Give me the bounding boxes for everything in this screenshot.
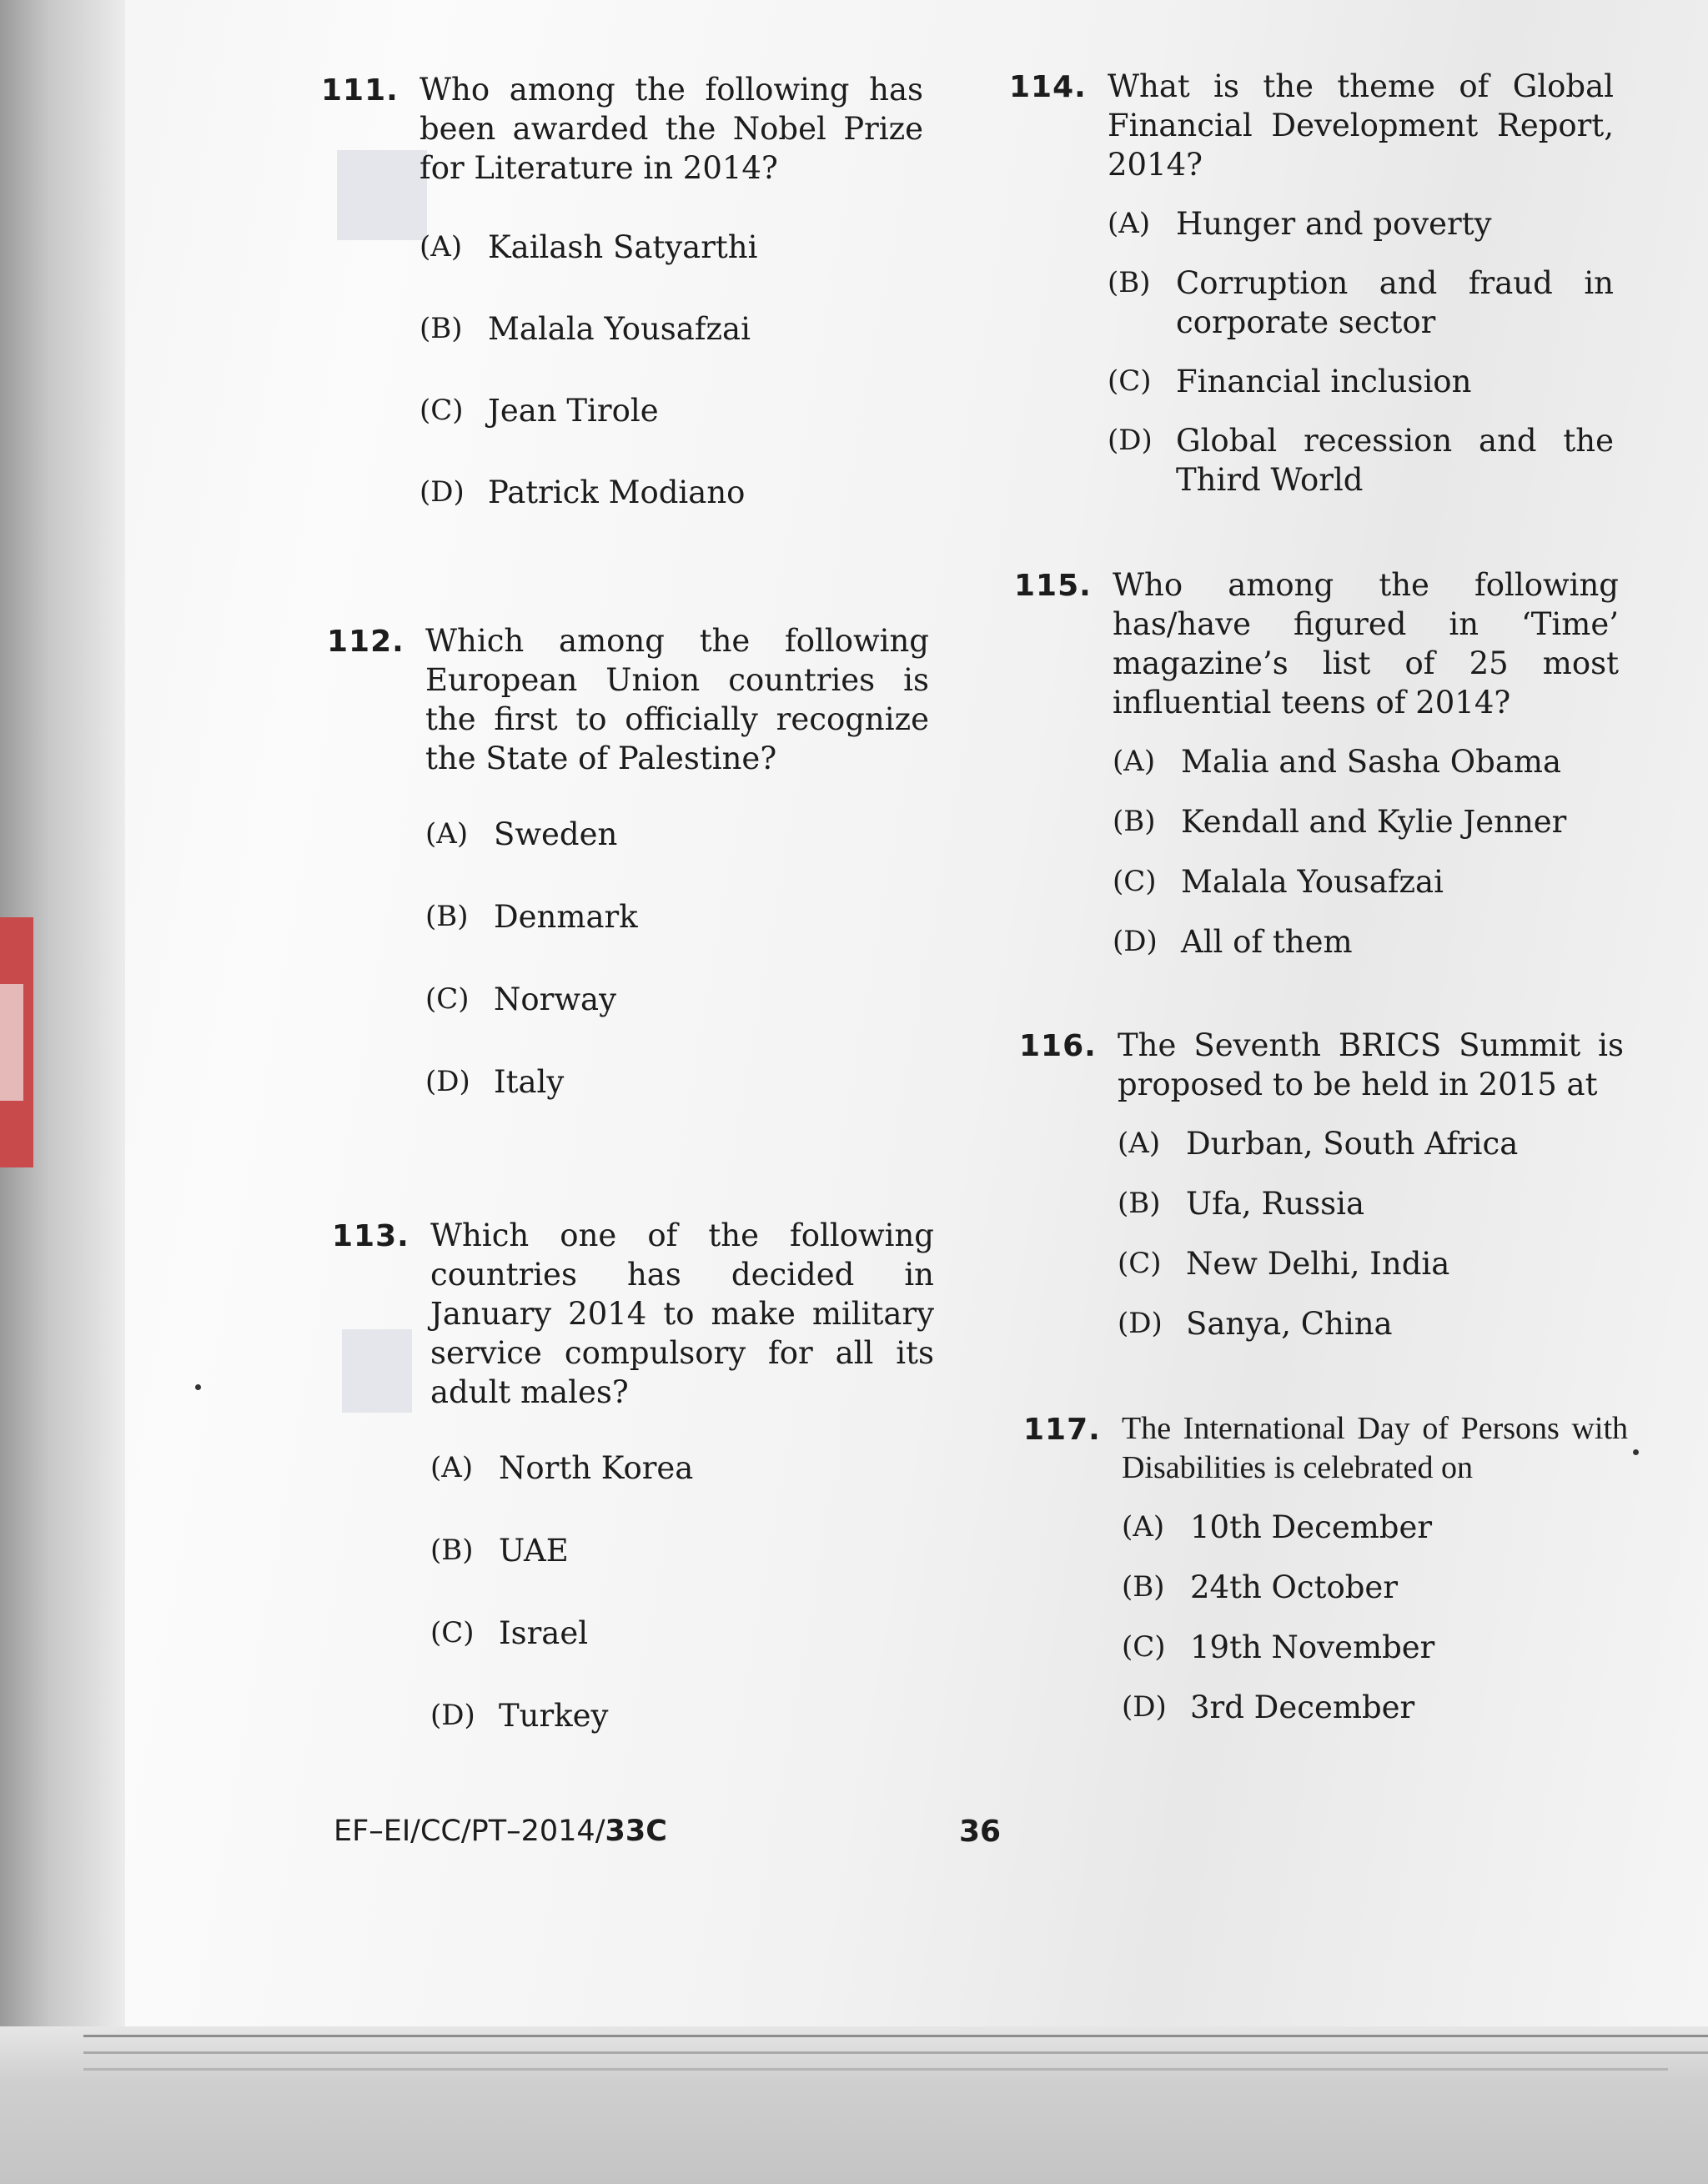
option-d[interactable] [1122,1688,1628,1727]
question-text: The International Day of Persons with Disabilities is celebrated on [1122,1411,1628,1485]
option-a[interactable] [1108,204,1614,244]
option-label: (A) [1122,1510,1165,1544]
page-bottom-fold [0,2026,1708,2184]
stray-mark [195,1384,201,1390]
option-label: (C) [419,394,464,427]
fold-line [83,2035,1708,2037]
option-c[interactable] [1108,362,1614,401]
options-list [430,1448,934,1779]
question-number: 113. [332,1219,409,1253]
option-a[interactable] [419,228,923,309]
option-label: (D) [1108,424,1153,457]
question-117 [1023,1409,1628,1727]
option-text: Hunger and poverty [1176,206,1492,242]
paper-code-suffix: 33C [605,1815,667,1848]
option-c[interactable] [419,391,923,473]
option-label: (A) [419,230,463,264]
option-label: (C) [430,1616,475,1649]
option-label: (D) [419,475,465,509]
option-label: (C) [425,982,470,1016]
option-c[interactable] [1118,1244,1624,1283]
option-label: (D) [1113,925,1158,958]
option-label: (A) [1118,1127,1161,1160]
option-text: Malia and Sasha Obama [1181,744,1562,780]
option-label: (C) [1113,865,1157,898]
option-text: UAE [499,1533,569,1569]
option-d[interactable] [430,1696,934,1779]
option-d[interactable] [1113,922,1619,961]
option-label: (B) [1118,1187,1161,1220]
question-number: 115. [1014,569,1092,603]
question-number: 112. [327,625,404,659]
option-a[interactable] [1122,1508,1628,1547]
option-c[interactable] [425,980,929,1062]
option-a[interactable] [1113,742,1619,781]
question-number: 111. [321,73,399,108]
option-text: 24th October [1190,1569,1399,1605]
question-115 [1014,565,1619,961]
option-text: Jean Tirole [488,393,659,429]
options-list [425,815,929,1145]
option-c[interactable] [1113,862,1619,901]
option-text: Israel [499,1615,589,1651]
option-label: (B) [430,1534,474,1567]
option-text: 19th November [1190,1629,1435,1665]
option-b[interactable] [419,309,923,391]
option-label: (D) [1122,1690,1167,1724]
option-c[interactable] [430,1614,934,1696]
question-112 [327,621,929,1145]
options-list [419,228,923,555]
question-text: Who among the following has been awarded the Nobel Prize for Literature in 2014? [419,72,923,186]
option-a[interactable] [425,815,929,897]
option-label: (C) [1122,1630,1166,1664]
option-d[interactable] [1118,1304,1624,1343]
option-text: Kendall and Kylie Jenner [1181,804,1567,840]
option-d[interactable] [1108,421,1614,500]
question-116 [1019,1026,1624,1343]
question-text: What is the theme of Global Financial Development Report, 2014? [1108,68,1614,183]
question-number: 116. [1019,1029,1097,1063]
option-label: (A) [1113,745,1156,778]
option-text: Financial inclusion [1176,364,1472,399]
option-label: (A) [430,1451,474,1484]
option-text: Kailash Satyarthi [488,229,758,265]
option-label: (C) [1108,364,1152,398]
stray-mark [1633,1449,1639,1455]
option-text: 3rd December [1190,1689,1415,1725]
question-114 [1009,67,1614,500]
options-list [1118,1124,1624,1343]
fold-line [83,2051,1708,2054]
question-text: The Seventh BRICS Summit is proposed to be held in 2015 at [1118,1027,1624,1102]
option-b[interactable] [1108,264,1614,342]
option-text: Italy [494,1064,565,1100]
option-text: North Korea [499,1450,694,1486]
question-text: Which one of the following countries has decided in January 2014 to make military service compulsory for all its adult males? [430,1218,934,1410]
option-b[interactable] [1122,1568,1628,1607]
paper-code [334,1815,667,1848]
option-text: Ufa, Russia [1186,1186,1365,1222]
option-label: (B) [1113,805,1156,838]
option-text: Denmark [494,899,638,935]
question-113 [332,1216,934,1779]
question-111 [321,70,923,555]
question-number: 114. [1009,70,1087,104]
option-b[interactable] [1113,802,1619,841]
option-text: Durban, South Africa [1186,1126,1519,1162]
option-label: (A) [425,817,469,851]
option-label: (D) [430,1699,475,1732]
option-b[interactable] [430,1531,934,1614]
option-text: All of them [1181,924,1353,960]
red-page-tab-inner [0,984,23,1101]
option-text: Turkey [499,1698,609,1734]
option-text: Sweden [494,816,618,852]
options-list [1122,1508,1628,1727]
page-number: 36 [959,1815,1002,1849]
question-number: 117. [1023,1413,1101,1447]
fold-line [83,2068,1668,2071]
option-text: 10th December [1190,1509,1433,1545]
option-label: (D) [425,1065,470,1098]
options-list [1113,742,1619,961]
question-text: Who among the following has/have figured in ‘Time’ magazine’s list of 25 most influential teens of 2014? [1113,567,1619,720]
option-label: (C) [1118,1247,1162,1280]
option-text: Malala Yousafzai [488,311,751,347]
option-label: (B) [1108,266,1151,299]
paper-code-prefix: EF–EI/CC/PT–2014/ [334,1815,605,1848]
option-a[interactable] [430,1448,934,1531]
option-label: (B) [1122,1570,1165,1604]
question-text: Which among the following European Union countries is the first to officially recognize the State of Palestine? [425,623,929,776]
option-b[interactable] [425,897,929,980]
option-text: Global recession and the Third World [1176,423,1614,498]
option-label: (B) [419,312,463,345]
option-d[interactable] [419,473,923,555]
option-text: Norway [494,982,616,1017]
option-text: Patrick Modiano [488,474,746,510]
option-b[interactable] [1118,1184,1624,1223]
options-list [1108,204,1614,500]
option-label: (D) [1118,1307,1163,1340]
option-a[interactable] [1118,1124,1624,1163]
option-d[interactable] [425,1062,929,1145]
option-text: Sanya, China [1186,1306,1393,1342]
option-text: New Delhi, India [1186,1246,1450,1282]
option-label: (A) [1108,207,1151,240]
option-text: Corruption and fraud in corporate sector [1176,265,1614,340]
option-text: Malala Yousafzai [1181,864,1444,900]
option-c[interactable] [1122,1628,1628,1667]
option-label: (B) [425,900,469,933]
